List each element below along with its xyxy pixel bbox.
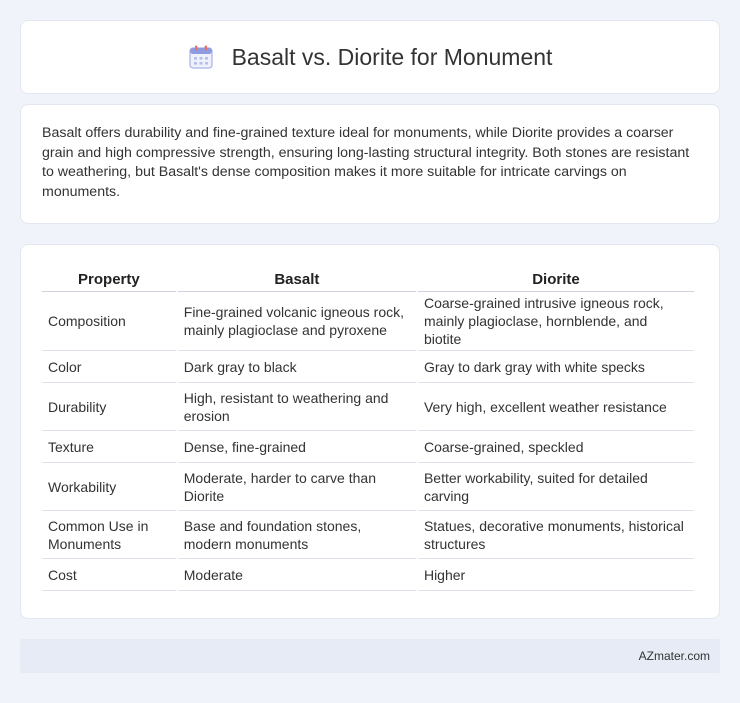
comparison-table xyxy=(40,262,696,591)
diorite-cell: Gray to dark gray with white specks xyxy=(418,351,694,383)
table-row xyxy=(42,292,694,351)
table-row xyxy=(42,431,694,463)
property-cell: Cost xyxy=(42,559,176,591)
calendar-icon xyxy=(188,44,214,70)
diorite-cell: Better workability, suited for detailed carving xyxy=(418,463,694,511)
basalt-cell: Dense, fine-grained xyxy=(178,431,416,463)
table-row xyxy=(42,463,694,511)
page-title: Basalt vs. Diorite for Monument xyxy=(231,43,553,70)
header-property: Property xyxy=(42,262,176,292)
header-basalt: Basalt xyxy=(178,262,416,292)
footer-site-link[interactable]: AZmater.com xyxy=(638,649,710,663)
diorite-cell: Higher xyxy=(418,559,694,591)
basalt-cell: High, resistant to weathering and erosion xyxy=(178,383,416,431)
property-cell: Common Use in Monuments xyxy=(42,511,176,559)
intro-paragraph: Basalt offers durability and fine-grained texture ideal for monuments, while Diorite provides a coarser grain and high compressive strength, ensuring long-lasting structural integrity. Both stones are resistant to weathering, but Basalt's dense composition makes it more suitable for intricate carvings on monuments. xyxy=(42,125,690,200)
title-card xyxy=(20,20,720,94)
table-header-row xyxy=(42,262,694,292)
table-row xyxy=(42,383,694,431)
title-wrap xyxy=(188,44,553,71)
property-cell: Color xyxy=(42,351,176,383)
table-row xyxy=(42,559,694,591)
diorite-cell: Very high, excellent weather resistance xyxy=(418,383,694,431)
property-cell: Texture xyxy=(42,431,176,463)
basalt-cell: Fine-grained volcanic igneous rock, mainly plagioclase and pyroxene xyxy=(178,292,416,351)
property-cell: Durability xyxy=(42,383,176,431)
basalt-cell: Moderate, harder to carve than Diorite xyxy=(178,463,416,511)
table-row xyxy=(42,351,694,383)
diorite-cell: Coarse-grained, speckled xyxy=(418,431,694,463)
basalt-cell: Base and foundation stones, modern monuments xyxy=(178,511,416,559)
table-row xyxy=(42,511,694,559)
property-cell: Workability xyxy=(42,463,176,511)
header-diorite: Diorite xyxy=(418,262,694,292)
basalt-cell: Moderate xyxy=(178,559,416,591)
basalt-cell: Dark gray to black xyxy=(178,351,416,383)
footer xyxy=(20,639,720,673)
intro-card xyxy=(20,104,720,224)
comparison-card xyxy=(20,244,720,619)
property-cell: Composition xyxy=(42,292,176,351)
diorite-cell: Statues, decorative monuments, historical structures xyxy=(418,511,694,559)
diorite-cell: Coarse-grained intrusive igneous rock, mainly plagioclase, hornblende, and biotite xyxy=(418,292,694,351)
